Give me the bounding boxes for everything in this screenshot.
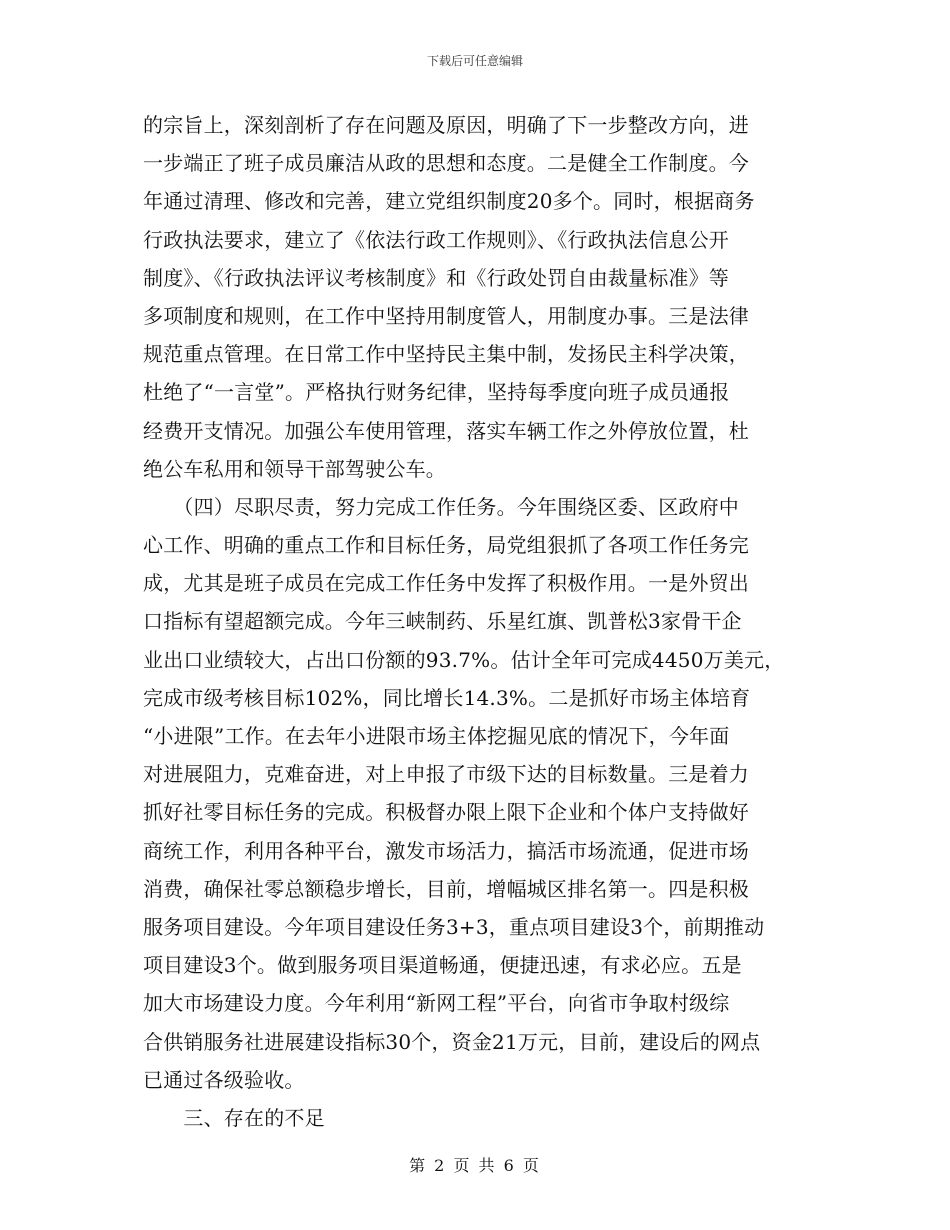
text-line: 对进展阻力，克难奋进，对上申报了市级下达的目标数量。三是着力 [143,762,749,787]
text-line: 合供销服务社进展建设指标30个，资金21万元，目前，建设后的网点 [143,1029,761,1054]
text-line: 已通过各级验收。 [143,1067,305,1092]
text-line: “小进限”工作。在去年小进限市场主体挖掘见底的情况下，今年面 [143,724,730,748]
text-line: 抓好社零目标任务的完成。积极督办限上限下企业和个体户支持做好 [143,800,749,825]
text-line: 项目建设3个。做到服务项目渠道畅通，便捷迅速，有求必应。五是 [143,953,742,978]
text-line: 服务项目建设。今年项目建设任务3+3，重点项目建设3个，前期推动 [143,914,765,939]
text-line: 经费开支情况。加强公车使用管理，落实车辆工作之外停放位置，杜 [143,418,749,443]
text-line: 完成市级考核目标102%，同比增长14.3%。二是抓好市场主体培育 [143,685,751,710]
text-line: 口指标有望超额完成。今年三峡制药、乐星红旗、凯普松3家骨干企 [143,609,742,634]
section-heading-line: （四）尽职尽责，努力完成工作任务。今年围绕区委、区政府中 [143,494,739,519]
text-line: 心工作、明确的重点工作和目标任务，局党组狠抓了各项工作任务完 [143,533,749,558]
document-body [143,106,815,1137]
text-line: 加大市场建设力度。今年利用“新网工程”平台，向省市争取村级综 [143,991,730,1016]
text-line: 一步端正了班子成员廉洁从政的思想和态度。二是健全工作制度。今 [143,151,749,176]
text-line: 的宗旨上，深刻剖析了存在问题及原因，明确了下一步整改方向，进 [143,113,749,137]
text-line: 行政执法要求，建立了《依法行政工作规则》、《行政执法信息公开 [143,227,729,252]
page-header: 下载后可任意编辑 [426,54,523,68]
text-line: 绝公车私用和领导干部驾驶公车。 [143,456,446,481]
section-heading-line: 三、存在的不足 [143,1105,325,1130]
text-line: 成，尤其是班子成员在完成工作任务中发挥了积极作用。一是外贸出 [143,571,749,596]
text-line: 杜绝了“一言堂”。严格执行财务纪律，坚持每季度向班子成员通报 [143,380,730,405]
text-line: 多项制度和规则，在工作中坚持用制度管人，用制度办事。三是法律 [143,303,749,328]
text-line: 年通过清理、修改和完善，建立党组织制度20多个。同时，根据商务 [143,189,755,214]
page-number: 第 2 页 共 6 页 [409,1156,541,1175]
text-line: 商统工作，利用各种平台，激发市场活力，搞活市场流通，促进市场 [143,838,749,863]
text-line: 制度》、《行政执法评议考核制度》和《行政处罚自由裁量标准》等 [143,265,729,290]
text-line: 规范重点管理。在日常工作中坚持民主集中制，发扬民主科学决策， [143,342,749,367]
text-line: 业出口业绩较大，占出口份额的93.7%。估计全年可完成4450万美元， [143,647,785,672]
text-line: 消费，确保社零总额稳步增长，目前，增幅城区排名第一。四是积极 [143,876,749,901]
